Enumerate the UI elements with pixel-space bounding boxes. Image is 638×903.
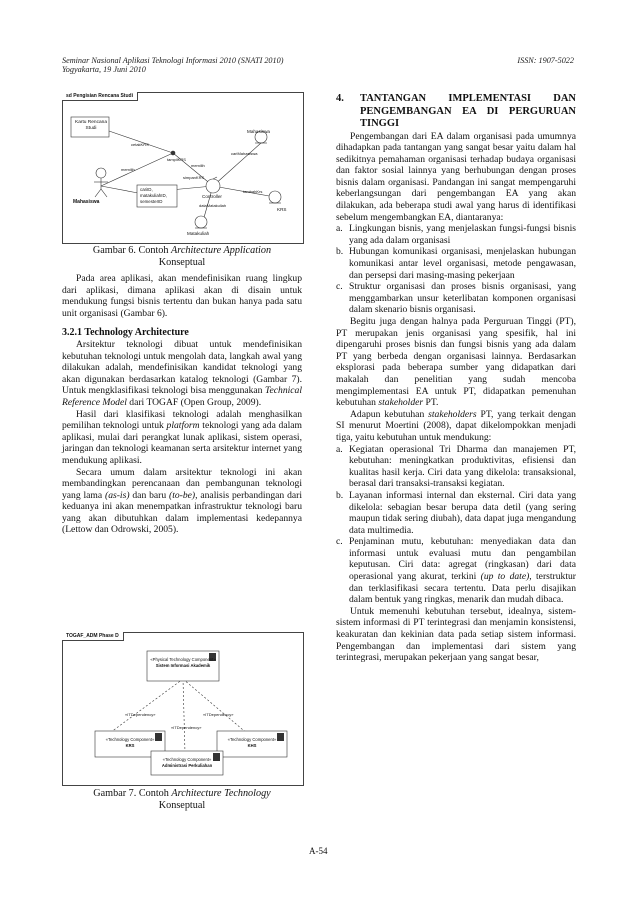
- dependency-middle: «ITDependency»: [171, 725, 202, 730]
- p2r-text-b: PT.: [423, 397, 439, 409]
- figure-6-tab: sd Pengisian Rencana Studi: [62, 92, 138, 101]
- note-line-1: cariID,: [140, 187, 153, 192]
- component-sistem-informasi-akademik: [147, 657, 219, 668]
- issn: ISSN: 1907-5022: [517, 56, 574, 65]
- p4-italic-2: (to-be): [169, 489, 196, 501]
- list2-marker-b: b.: [336, 489, 344, 501]
- caption-7-suffix: Konseptual: [158, 800, 206, 811]
- list-marker-a: a.: [336, 223, 343, 235]
- component-administrasi-perkuliahan: [151, 757, 223, 768]
- figure-6-caption: [62, 245, 302, 269]
- entity-matakuliah: Matakuliah: [187, 231, 210, 236]
- paragraph-area-aplikasi: Pada area aplikasi, akan mendefinisikan ruang lingkup dari aplikasi, dimana aplikasi akan di disain untuk mendukung fungsi bisnis tertentu dan bukan hanya pada satu unit organisasi (Gambar 6).: [62, 273, 302, 319]
- p3r-text-b: PT, yang terkait dengan SI menurut Moertini (2008), dapat dikelompokkan menjadi tiga, yaitu kebutuhan untuk mendukung:: [336, 408, 576, 443]
- paragraph-secara-umum: [62, 467, 302, 537]
- message-data-matakuliah: dataMatakuliah: [199, 203, 227, 208]
- paragraph-arsitektur-teknologi: [62, 339, 302, 409]
- section-4-number: 4.: [336, 93, 344, 104]
- paragraph-untuk-memenuhi: Untuk memenuhi kebutuhan tersebut, idealnya, sistem-sistem informasi di PT terintegrasi dan menjamin konsistensi, keakuratan dan kekinian data pada setiap sistem informasi. Pengembangan dan implementasi dari sistem yang terintegrasi, merupakan pekerjaan yang sangat besar,: [336, 605, 576, 664]
- note-parameters: [140, 187, 167, 204]
- figure-6-svg: [63, 93, 303, 243]
- adm-stereotype: «Technology Component»: [162, 757, 212, 762]
- component-khs: [217, 737, 287, 748]
- list-text-a: Lingkungan bisnis, yang menjelaskan fungsi-fungsi bisnis yang ada dalam organisasi: [349, 223, 576, 246]
- p3r-text-a: Adapun kebutuhan: [350, 408, 429, 420]
- note-line-2: matakuliahID,: [140, 192, 167, 198]
- p2-italic: Technical Reference Model: [62, 385, 302, 408]
- dependency-right: «ITDependency»: [203, 712, 234, 717]
- top-stereotype: «Physical Technology Component»: [150, 657, 216, 662]
- p4-text-b: dan baru: [129, 489, 170, 501]
- khs-stereotype: «Technology Component»: [227, 737, 277, 742]
- paragraph-pengembangan-ea: Pengembangan dari EA dalam organisasi pada umumnya dihadapkan pada tantangan yang sangat besar yaitu dalam hal sedikitnya pemahaman organisasi terhadap budaya organisasi dan faktor sosial lainnya yang berhubungan dengan proses bisnis dalam organisasi. Pandangan ini sangat mempengaruhi keberlangsungan dari pengembangan EA yang akan dilakukan, ada beberapa studi awal yang harus di identifikasi sebelum mengembangkan EA, diantaranya:: [336, 130, 576, 223]
- section-4-heading: [336, 93, 576, 131]
- message-simpan-krs: simpanKRS: [183, 175, 205, 180]
- header-left: [62, 56, 283, 74]
- caption-7-prefix: Gambar 7. Contoh: [93, 788, 172, 799]
- top-name: Sistem Informasi Akademik: [155, 662, 211, 668]
- p2r-italic: stakeholder: [378, 397, 424, 409]
- p4-italic-1: (as-is): [105, 489, 130, 501]
- section-4-title: TANTANGAN IMPLEMENTASI DAN PENGEMBANGAN EA DI PERGURUAN TINGGI: [360, 93, 576, 129]
- column-left: [62, 245, 302, 536]
- figure-7-diagram: [62, 632, 304, 786]
- p3-text-a: Hasil dari klasifikasi teknologi adalah menghasilkan pemilihan teknologi untuk: [62, 408, 302, 432]
- caption-6-italic: Architecture Application: [171, 245, 272, 256]
- message-tambah-krs: tambahKrs: [243, 189, 263, 194]
- caption-6-suffix: Konseptual: [158, 257, 206, 268]
- list2-item-c: [336, 536, 576, 606]
- p2-text-a: Arsitektur teknologi dibuat untuk mendefinisikan kebutuhan teknologi untuk mengolah data, langkah awal yang dilakukan adalah, mendefinisikan kandidat teknologi yang akan digunakan berdasarkan katalog teknologi (Gambar 7). Untuk mengklasifikasi teknologi bisa menggunakan: [62, 338, 302, 397]
- entity-krs: KRS: [277, 207, 287, 212]
- p2r-text-a: Begitu juga dengan halnya pada Perguruan Tinggi (PT), PT merupakan jenis organisasi yang spesifik, hal ini dipengaruhi proses bisnis dan fungsi bisnis yang ada dalam PT yang berbeda dengan organisasi lainnya. Berdasarkan eksplorasi pada beberapa sumber yang didapatkan dari makalah dan penelitian yang sudah mencoba mengimplementasi EA untuk PT, didapatkan pemenuhan kebutuhan: [336, 316, 576, 409]
- c2-italic: (up to date): [480, 571, 530, 583]
- caption-6-prefix: Gambar 6. Contoh: [92, 245, 172, 256]
- control-controller: Controller: [202, 194, 222, 199]
- paragraph-kebutuhan-stakeholders: [336, 409, 576, 444]
- message-memilih-1: memilih: [121, 167, 135, 172]
- list2-item-a: [336, 444, 576, 490]
- list-item-c: [336, 281, 576, 316]
- section-3-2-1-heading: 3.2.1 Technology Architecture: [62, 327, 189, 339]
- adm-name: Administrasi Perkuliahan: [161, 762, 213, 768]
- figure-7-tab: TOGAF_ADM Phase D: [62, 632, 124, 641]
- message-tampil-krs: tampilKRS: [167, 157, 186, 162]
- list2-marker-a: a.: [336, 443, 343, 455]
- boundary-kartu-rencana-studi: Kartu Rencana Studi: [75, 120, 107, 131]
- list2-marker-c: c.: [336, 536, 343, 548]
- note-line-3: semesterID: [140, 198, 163, 204]
- list2-text-a: Kegiatan operasional Tri Dharma dan manajemen PT, kebutuhan: meningkatkan produktivitas, efisiensi dan kualitas hasil kerja. Ciri data yang dikelola: transaksional, berasal dari transaksi-transaksi kegiatan.: [349, 443, 576, 490]
- paragraph-perguruan-tinggi: [336, 316, 576, 409]
- caption-7-italic: Architecture Technology: [171, 788, 271, 799]
- p3-italic: platform: [166, 420, 200, 432]
- p3-text-b: teknologi yang ada dalam aplikasi, mulai dari perangkat lunak aplikasi, sistem operasi, jaringan dan teknologi keamanan serta arsitektur internet yang mendukung aplikasi.: [62, 420, 302, 466]
- list-item-a: [336, 223, 576, 246]
- conference-name: Seminar Nasional Aplikasi Teknologi Informasi 2010 (SNATI 2010): [62, 56, 284, 65]
- p4-text-a: Secara umum dalam arsitektur teknologi ini akan membandingkan perencanaan dan pembangunan teknologi yang lama: [62, 466, 302, 501]
- list-marker-b: b.: [336, 246, 344, 258]
- figure-7-caption: [62, 788, 302, 812]
- list-text-c: Struktur organisasi dan proses bisnis organisasi, yang menggambarkan unsur keterlibatan komponen organisasi dalam skenario bisnis organisasi.: [349, 281, 576, 316]
- krs-name: KRS: [125, 742, 135, 748]
- list2-item-b: [336, 490, 576, 536]
- list2-text-c: [349, 536, 576, 606]
- c2-text-b: , terstruktur dan terklasifikasi secara tertentu. Data perlu disajikan dalam bentuk yang ringkas, menarik dan mudah dibaca.: [349, 571, 576, 606]
- component-krs: [95, 737, 165, 748]
- paragraph-hasil-klasifikasi: [62, 409, 302, 467]
- entity-mahasiswa-right: Mahasiswa: [247, 129, 270, 134]
- p2-text-b: dari TOGAF (Open Group, 2009).: [126, 396, 262, 408]
- message-memilih-2: memilih: [191, 163, 205, 168]
- list-text-b: Hubungan komunikasi organisasi, menjelaskan hubungan komunikasi antar level organisasi, metode pengawasan, dan persepsi dari masing-masing pekerjaan: [349, 246, 576, 281]
- conference-place-date: Yogyakarta, 19 Juni 2010: [62, 65, 146, 74]
- list2-text-b: Layanan informasi internal dan eksternal. Ciri data yang dikelola: sebagian besar berupa data detil (yang sering maupun tidak sering diubah), data dapat juga mengandung data multimedia.: [349, 489, 576, 536]
- p4-text-c: , analisis perbandingan dari keduanya ini akan menempatkan infrastruktur teknologi baru yang akan dibutuhkan dalam implementasi kedepannya (Lettow dan Odrowski, 2005).: [62, 489, 303, 536]
- list-item-b: [336, 246, 576, 281]
- krs-stereotype: «Technology Component»: [105, 737, 155, 742]
- actor-mahasiswa-left: Mahasiswa: [73, 199, 100, 205]
- figure-6-diagram: [62, 92, 304, 244]
- message-cetak-krs: cetakKRS: [131, 142, 149, 147]
- c2-text-a: Penjaminan mutu, kebutuhan: menyediakan data dan informasi untuk evaluasi mutu dan pengambilan keputusan. Ciri data: agregat (ringkasan) dari data operasional yang akurat, terkini: [349, 536, 576, 583]
- khs-name: KHS: [247, 742, 257, 748]
- dependency-left: «ITDependency»: [125, 712, 156, 717]
- column-right: [336, 93, 576, 664]
- page-number: A-54: [309, 846, 328, 856]
- list-marker-c: c.: [336, 281, 343, 293]
- p3r-italic: stakeholders: [428, 408, 477, 420]
- message-cari-mahasiswa: cariMahasiswa: [231, 151, 258, 156]
